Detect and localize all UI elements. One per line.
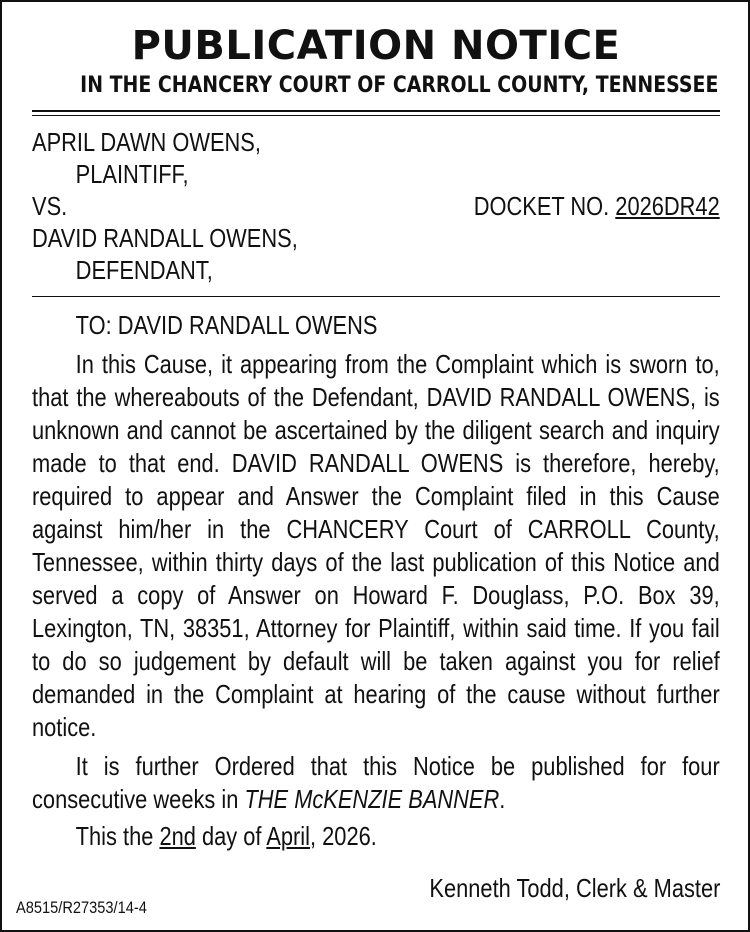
order-text: It is further Ordered that this Notice be published for four consecutive weeks in: [32, 751, 720, 814]
notice-body: [32, 309, 720, 853]
versus-row: [32, 190, 720, 222]
main-paragraph: In this Cause, it appearing from the Complaint which is sworn to, that the whereabouts of the Defendant, DAVID RANDALL OWENS, is unknown and cannot be ascertained by the diligent search and inquiry made to that end. DAVID RANDALL OWENS is therefore, hereby, required to appear and Answer the Complaint filed in this Cause against him/her in the CHANCERY Court of CARROLL County, Tennessee, within thirty days of the last publication of this Notice and served a copy of Answer on Howard F. Douglass, P.O. Box 39, Lexington, TN, 38351, Attorney for Plaintiff, within said time. If you fail to do so judgement by default will be taken against you for relief demanded in the Complaint at hearing of the cause without further notice.: [32, 349, 720, 742]
notice-title: PUBLICATION NOTICE: [131, 23, 621, 69]
caption-divider: [32, 296, 720, 297]
date-paragraph: [32, 820, 720, 853]
newspaper-name: THE McKENZIE BANNER: [244, 784, 500, 814]
docket-number: [474, 190, 720, 222]
notice-footer: [16, 872, 720, 922]
docket-label: DOCKET NO.: [473, 191, 616, 221]
date-prefix: This the: [75, 821, 160, 851]
case-caption: [32, 126, 720, 286]
order-paragraph: [32, 750, 720, 816]
reference-code: A8515/R27353/14-4: [16, 898, 147, 917]
plaintiff-name: APRIL DAWN OWENS,: [32, 127, 261, 157]
date-day: 2nd: [159, 821, 196, 851]
order-end: .: [499, 784, 506, 814]
date-month: April: [266, 821, 311, 851]
versus-label: VS.: [32, 191, 68, 221]
clerk-signature: Kenneth Todd, Clerk & Master: [429, 873, 720, 903]
court-subtitle: IN THE CHANCERY COURT OF CARROLL COUNTY, TENNESSEE: [80, 73, 719, 98]
addressee: TO: DAVID RANDALL OWENS: [75, 310, 378, 340]
plaintiff-role: PLAINTIFF,: [75, 159, 189, 189]
defendant-role: DEFENDANT,: [75, 255, 213, 285]
header-divider: [32, 110, 720, 116]
date-mid: day of: [195, 821, 267, 851]
defendant-name: DAVID RANDALL OWENS,: [32, 223, 298, 253]
date-suffix: , 2026.: [310, 821, 377, 851]
docket-value: 2026DR42: [615, 191, 720, 221]
